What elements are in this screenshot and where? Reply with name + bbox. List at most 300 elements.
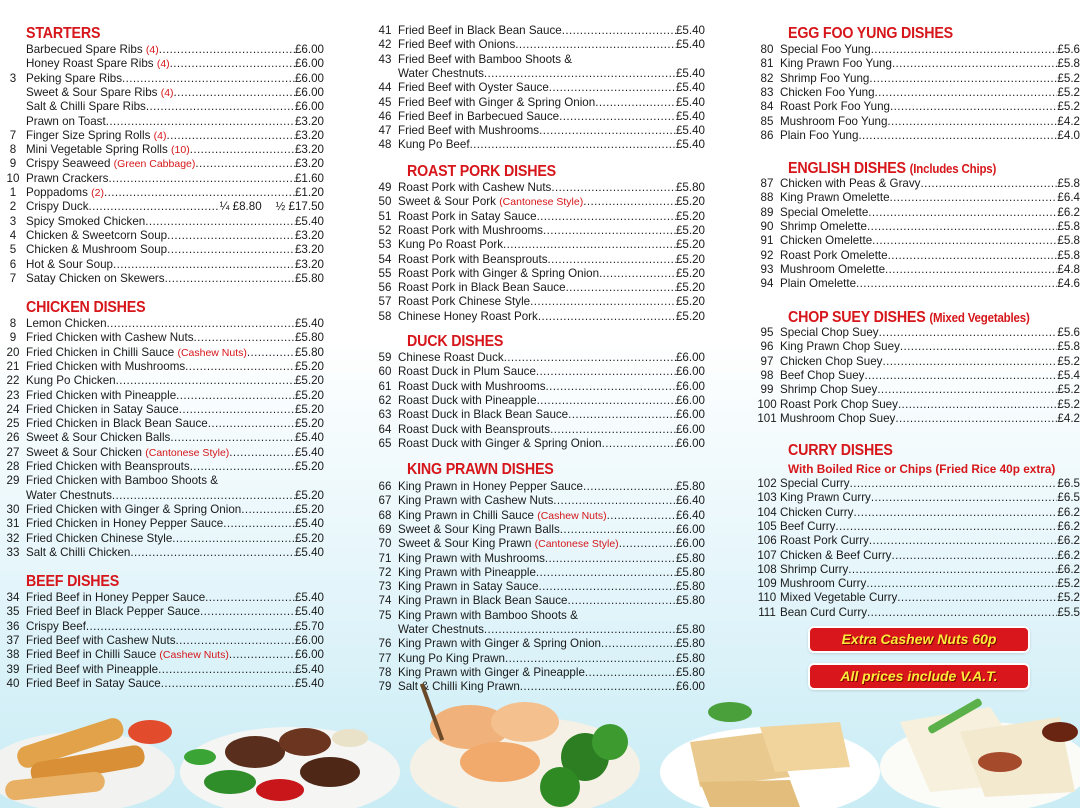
item-name <box>26 272 165 286</box>
item-name <box>780 563 848 577</box>
item-price: £3.20 <box>294 114 324 128</box>
dot-leader <box>104 186 295 200</box>
item-name-text: Fried Chicken with Cashew Nuts <box>26 331 194 345</box>
item-number: 22 <box>6 374 20 388</box>
item-number: 72 <box>378 565 392 579</box>
item-name <box>26 215 145 229</box>
item-name <box>398 224 543 238</box>
menu-item <box>372 238 705 252</box>
item-name-text: Beef Curry <box>780 519 836 533</box>
dot-leader <box>130 546 295 560</box>
item-name-text: Chicken Chop Suey <box>780 354 883 368</box>
dot-leader <box>538 310 676 324</box>
item-name <box>398 310 538 324</box>
item-price: £5.40 <box>294 676 324 690</box>
menu-item <box>754 57 1080 71</box>
item-price: £6.00 <box>675 522 705 536</box>
item-name <box>398 394 537 408</box>
item-number: 86 <box>760 128 774 142</box>
item-name <box>780 206 868 220</box>
item-number: 96 <box>760 340 774 354</box>
item-name-text: Roast Pork Chinese Style <box>398 295 531 309</box>
menu-item <box>372 24 705 38</box>
menu-item <box>0 431 324 445</box>
item-name-text: Roast Pork Chop Suey <box>780 397 898 411</box>
menu-item <box>754 220 1080 234</box>
item-number: 53 <box>378 238 392 252</box>
item-number: 67 <box>378 494 392 508</box>
item-price: £5.80 <box>675 665 705 679</box>
item-price: £5.40 <box>675 109 705 123</box>
item-name-text: Special Foo Yung <box>780 43 871 56</box>
item-name-text: Chicken Omelette <box>780 234 873 248</box>
item-number: 32 <box>6 531 20 545</box>
dot-leader <box>900 340 1058 354</box>
item-name-text: Sweet & Sour Pork <box>398 195 496 209</box>
dot-leader <box>850 477 1058 491</box>
dot-leader <box>170 57 295 71</box>
menu-item <box>372 351 705 365</box>
menu-item <box>0 374 324 388</box>
item-name-text: Fried Chicken in Black Bean Sauce <box>26 417 208 431</box>
menu-item <box>0 620 324 634</box>
item-price: £5.40 <box>675 81 705 95</box>
item-price: £6.2 <box>1057 534 1080 548</box>
item-note: (2) <box>91 187 104 199</box>
item-name <box>398 181 551 195</box>
item-name <box>780 383 877 397</box>
item-price: £5.6 <box>1057 326 1080 339</box>
item-number: 83 <box>760 85 774 99</box>
dot-leader <box>176 389 295 403</box>
item-name <box>780 86 875 100</box>
item-price: £6.00 <box>294 100 324 114</box>
menu-item <box>0 200 324 214</box>
dot-leader <box>601 637 676 651</box>
item-number: 24 <box>6 402 20 416</box>
item-name <box>780 234 872 248</box>
item-name <box>26 403 179 417</box>
item-note: (Cantonese Style) <box>499 196 584 209</box>
item-name-text: Shrimp Omelette <box>780 219 867 233</box>
item-name-text: Fried Beef with Pineapple <box>26 662 159 676</box>
dot-leader <box>539 124 676 138</box>
item-price: £5.20 <box>294 531 324 545</box>
item-price: £3.20 <box>294 128 324 142</box>
dot-leader <box>174 86 295 100</box>
item-price: £5.40 <box>294 545 324 559</box>
item-name-text: Roast Duck with Beansprouts <box>398 422 551 436</box>
item-name-text: Special Chop Suey <box>780 326 879 339</box>
dot-leader <box>566 281 676 295</box>
item-price: £5.80 <box>294 271 324 285</box>
dot-leader <box>858 129 1057 143</box>
item-name <box>26 605 200 619</box>
item-name <box>26 389 176 403</box>
item-number: 77 <box>378 651 392 665</box>
item-note: (4) <box>145 44 159 56</box>
dot-leader <box>595 96 676 110</box>
item-price: £5.2 <box>1057 397 1080 411</box>
item-price: £5.40 <box>294 214 324 228</box>
item-name <box>780 100 890 114</box>
item-number: 108 <box>757 562 777 576</box>
dot-leader <box>871 43 1058 57</box>
item-name-text: Fried Beef in Chilli Sauce <box>26 648 157 662</box>
item-number: 81 <box>760 57 774 71</box>
item-name <box>398 523 560 537</box>
dot-leader <box>890 100 1057 114</box>
item-name-text: Salt & Chilli Chicken <box>26 545 131 559</box>
item-number: 84 <box>760 100 774 114</box>
item-price: £5.80 <box>675 181 705 194</box>
item-price: £5.20 <box>675 209 705 223</box>
menu-item <box>0 115 324 129</box>
item-price: £6.5 <box>1057 491 1080 505</box>
badge-extra-cashew: Extra Cashew Nuts 60p <box>810 628 1028 651</box>
item-name-text: Fried Beef with Onions <box>398 38 516 52</box>
item-number: 28 <box>6 460 20 473</box>
item-name-text: Roast Duck with Ginger & Spring Onion <box>398 436 602 450</box>
item-number: 99 <box>760 383 774 397</box>
item-number: 98 <box>760 368 774 382</box>
section-title-beef: BEEF DISHES <box>26 573 120 590</box>
menu-item <box>0 157 324 171</box>
item-name-text: Fried Beef in Barbecued Sauce <box>398 109 560 123</box>
dot-leader <box>879 326 1058 340</box>
item-name <box>398 566 536 580</box>
item-name <box>26 172 108 186</box>
item-price: £4.8 <box>1057 262 1080 276</box>
dot-leader <box>122 72 295 86</box>
item-name <box>398 38 515 52</box>
item-number: 43 <box>378 52 392 66</box>
item-price: £5.40 <box>675 66 705 80</box>
item-name-text: Fried Chicken with Bamboo Shoots & <box>26 474 219 488</box>
item-name-text: Honey Roast Spare Ribs <box>26 57 154 71</box>
item-name <box>26 115 106 129</box>
menu-item <box>0 532 324 546</box>
menu-item <box>372 394 705 408</box>
item-name <box>398 509 607 523</box>
item-price: £4.6 <box>1057 277 1080 291</box>
item-name-text: Fried Beef in Black Pepper Sauce <box>26 605 201 619</box>
item-name <box>780 177 920 191</box>
item-price: £5.4 <box>1057 368 1080 382</box>
item-price: £6.00 <box>294 57 324 71</box>
item-name-text: Plain Foo Yung <box>780 128 859 142</box>
item-name-text: Fried Chicken with Pineapple <box>26 388 177 402</box>
item-number: 23 <box>6 388 20 402</box>
menu-item <box>0 258 324 272</box>
item-price: £5.2 <box>1057 577 1080 591</box>
item-number: 103 <box>757 491 777 505</box>
menu-item <box>372 580 705 594</box>
item-name-text: Kung Po King Prawn <box>398 651 505 665</box>
item-number: 101 <box>757 411 777 425</box>
item-name-text: Fried Chicken with Ginger & Spring Onion <box>26 502 242 516</box>
dot-leader <box>505 652 676 666</box>
item-name-text: Salt & Chilli Spare Ribs <box>26 100 146 114</box>
item-name-text: Crispy Beef <box>26 619 86 633</box>
menu-item <box>372 295 705 309</box>
item-price: £6.00 <box>294 633 324 647</box>
item-price: £5.40 <box>294 517 324 531</box>
dot-leader <box>583 480 676 494</box>
item-price: £5.70 <box>294 619 324 633</box>
item-number: 60 <box>378 365 392 379</box>
menu-item <box>0 317 324 331</box>
row-spacer <box>218 474 324 488</box>
item-name <box>26 517 223 531</box>
item-name <box>780 340 900 354</box>
dot-leader <box>515 38 676 52</box>
item-name <box>398 295 530 309</box>
dot-leader <box>885 263 1057 277</box>
menu-item <box>372 124 705 138</box>
dot-leader <box>583 195 676 209</box>
menu-item <box>0 605 324 619</box>
section-title-roast-pork: ROAST PORK DISHES <box>407 163 557 180</box>
item-number <box>372 623 398 637</box>
menu-item <box>372 509 705 523</box>
item-name <box>780 412 895 426</box>
item-name <box>780 534 869 548</box>
dot-leader <box>548 253 676 267</box>
item-name-text: King Prawn with Cashew Nuts <box>398 494 554 508</box>
item-price: £5.20 <box>675 295 705 309</box>
item-price: £5.40 <box>294 317 324 330</box>
item-name-text: King Prawn with Pineapple <box>398 565 536 579</box>
dot-leader <box>560 523 676 537</box>
dot-leader <box>536 365 676 379</box>
dot-leader <box>871 491 1058 505</box>
item-name <box>26 346 247 360</box>
item-price: £6.00 <box>294 648 324 662</box>
menu-item <box>0 517 324 531</box>
menu-item <box>0 346 324 360</box>
item-number: 107 <box>757 548 777 562</box>
dot-leader <box>550 423 676 437</box>
item-name <box>780 220 867 234</box>
item-price: £6.00 <box>675 351 705 364</box>
menu-item <box>754 534 1080 548</box>
dot-leader <box>869 534 1058 548</box>
item-name <box>398 351 504 365</box>
section-note-curry: With Boiled Rice or Chips (Fried Rice 40p extra) <box>788 462 1056 476</box>
item-number: 48 <box>378 138 392 152</box>
item-note: (4) <box>153 129 167 142</box>
dot-leader <box>867 220 1057 234</box>
dot-leader <box>146 100 295 114</box>
item-price: £5.2 <box>1057 85 1080 99</box>
item-price: £6.00 <box>675 393 705 407</box>
item-price: £5.40 <box>294 591 324 604</box>
item-price: £5.20 <box>675 281 705 295</box>
item-name <box>780 491 871 505</box>
dot-leader <box>866 577 1057 591</box>
item-name <box>26 360 185 374</box>
item-name <box>398 238 503 252</box>
item-name-text: Fried Chicken with Beansprouts <box>26 460 190 473</box>
menu-item <box>0 143 324 157</box>
item-note: (10) <box>171 144 190 157</box>
item-number: 104 <box>757 505 777 519</box>
dot-leader <box>864 369 1057 383</box>
item-name-text: King Prawn in Honey Pepper Sauce <box>398 480 583 493</box>
menu-item <box>754 398 1080 412</box>
menu-item <box>754 191 1080 205</box>
menu-item <box>0 474 324 488</box>
dot-leader <box>503 238 676 252</box>
item-number: 59 <box>378 351 392 364</box>
dot-leader <box>159 43 295 57</box>
menu-item <box>754 477 1080 491</box>
dot-leader <box>241 503 295 517</box>
item-name <box>26 503 241 517</box>
item-number: 4 <box>9 228 17 242</box>
item-number: 63 <box>378 408 392 422</box>
section-title-starters: STARTERS <box>26 25 101 42</box>
item-name <box>398 380 546 394</box>
dot-leader <box>543 224 676 238</box>
item-price: £5.40 <box>294 605 324 619</box>
item-price: £4.0 <box>1057 128 1080 142</box>
item-number: 58 <box>378 309 392 323</box>
item-name <box>398 253 548 267</box>
menu-item <box>372 138 705 152</box>
menu-item <box>372 552 705 566</box>
item-name-text: Crispy Duck <box>26 200 89 214</box>
menu-item <box>372 566 705 580</box>
item-number: 26 <box>6 431 20 445</box>
menu-item <box>0 446 324 460</box>
item-price: £6.2 <box>1057 205 1080 219</box>
menu-item <box>754 129 1080 143</box>
section-title-english <box>788 160 996 178</box>
item-price: £5.20 <box>294 374 324 388</box>
item-name <box>780 398 898 412</box>
item-price: £5.80 <box>675 594 705 608</box>
item-number: 6 <box>9 257 17 271</box>
item-name-text: Shrimp Chop Suey <box>780 383 878 397</box>
item-number: 80 <box>760 43 774 56</box>
item-name <box>398 494 553 508</box>
item-number: 1 <box>9 186 17 199</box>
menu-item <box>372 494 705 508</box>
menu-item <box>754 277 1080 291</box>
item-name-text: Roast Pork with Beansprouts <box>398 252 548 266</box>
item-number: 74 <box>378 594 392 608</box>
item-note: (Cantonese Style) <box>534 538 619 551</box>
item-number: 90 <box>760 219 774 233</box>
menu-item <box>0 648 324 662</box>
dot-leader <box>888 249 1058 263</box>
item-name-text: Chicken & Mushroom Soup <box>26 243 168 257</box>
menu-item <box>0 272 324 286</box>
item-number: 68 <box>378 508 392 522</box>
menu-item <box>754 491 1080 505</box>
menu-item <box>754 549 1080 563</box>
item-name-text: King Prawn in Black Bean Sauce <box>398 594 568 608</box>
item-name-text: Fried Beef with Mushrooms <box>398 124 540 138</box>
item-name <box>26 143 190 157</box>
item-name-text: Special Omelette <box>780 205 869 219</box>
menu-item <box>754 506 1080 520</box>
item-number: 82 <box>760 71 774 85</box>
item-price: £5.20 <box>675 223 705 237</box>
item-name <box>26 258 113 272</box>
item-price: £6.00 <box>294 71 324 85</box>
item-price: £5.6 <box>1057 43 1080 56</box>
menu-item <box>372 480 705 494</box>
menu-item <box>372 437 705 451</box>
item-number: 89 <box>760 205 774 219</box>
item-name <box>398 267 599 281</box>
item-name <box>398 552 545 566</box>
item-number: 97 <box>760 354 774 368</box>
item-name <box>398 81 549 95</box>
item-name <box>780 591 897 605</box>
item-name <box>398 53 572 67</box>
menu-item <box>754 206 1080 220</box>
dot-leader <box>229 446 295 460</box>
item-number: 110 <box>757 591 777 605</box>
item-number: 42 <box>378 38 392 52</box>
item-name <box>780 277 856 291</box>
item-number: 106 <box>757 534 777 548</box>
item-name-text: Sweet & Sour King Prawn <box>398 537 532 551</box>
dot-leader <box>568 594 676 608</box>
item-price: £6.2 <box>1057 548 1080 562</box>
item-name <box>398 210 537 224</box>
item-number <box>372 67 398 81</box>
item-price: £5.8 <box>1057 219 1080 233</box>
dot-leader <box>549 81 676 95</box>
item-number: 92 <box>760 248 774 262</box>
menu-item <box>0 331 324 345</box>
dot-leader <box>562 24 676 38</box>
item-name <box>26 546 130 560</box>
item-name <box>398 110 559 124</box>
item-note: (Cashew Nuts) <box>537 509 607 522</box>
item-price: £5.8 <box>1057 234 1080 248</box>
item-name-text: Poppadoms <box>26 186 88 199</box>
item-name-text: Roast Pork in Satay Sauce <box>398 209 537 223</box>
item-number: 94 <box>760 277 774 291</box>
item-price: £5.40 <box>294 445 324 459</box>
menu-item <box>372 96 705 110</box>
item-price: £5.80 <box>294 345 324 359</box>
item-name <box>780 549 891 563</box>
menu-item <box>0 503 324 517</box>
menu-item <box>0 215 324 229</box>
menu-item <box>372 253 705 267</box>
item-price: £6.00 <box>675 379 705 393</box>
menu-item <box>754 606 1080 620</box>
item-price: £6.00 <box>675 422 705 436</box>
item-name-text: Fried Beef with Oyster Sauce <box>398 81 549 95</box>
item-price: £5.80 <box>675 651 705 665</box>
dot-leader <box>895 412 1057 426</box>
item-name <box>26 57 170 71</box>
dot-leader <box>920 177 1057 191</box>
menu-item <box>754 355 1080 369</box>
item-name <box>398 408 568 422</box>
item-price: £5.20 <box>675 266 705 280</box>
item-name-text: Fried Chicken in Honey Pepper Sauce <box>26 517 224 531</box>
item-number: 54 <box>378 252 392 266</box>
